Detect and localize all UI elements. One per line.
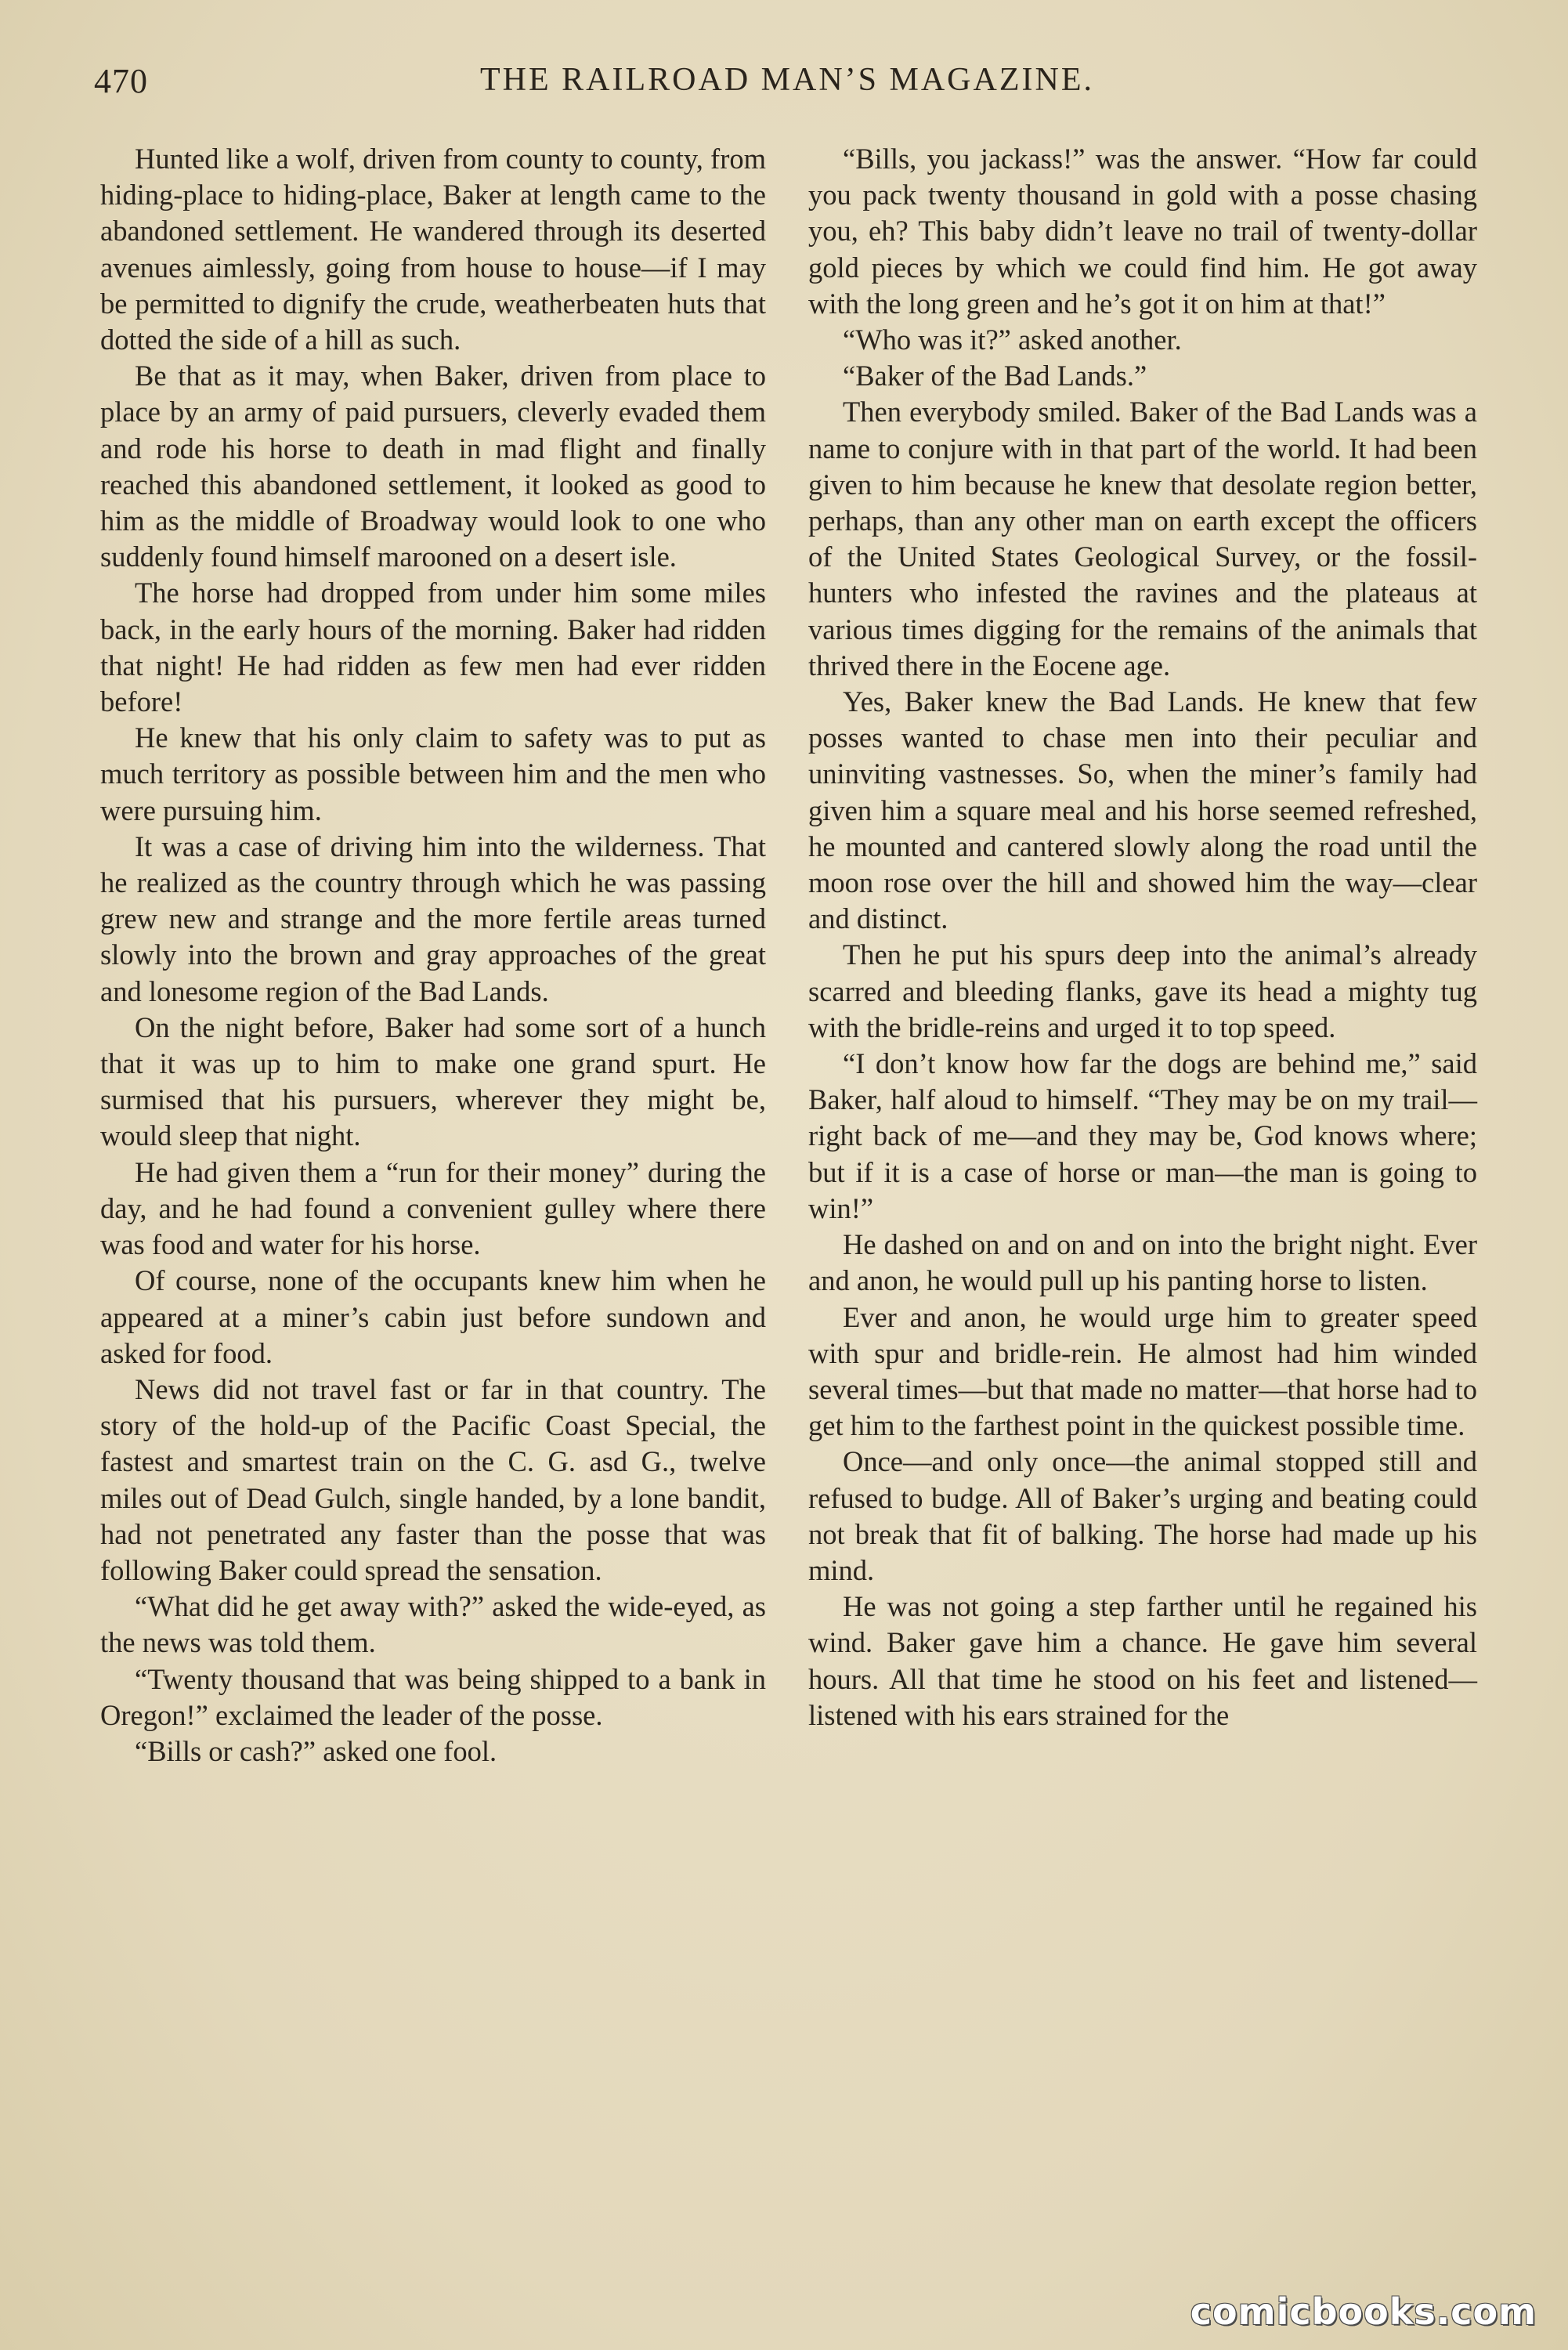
paragraph: “Twenty thousand that was being shipped to a bank in Oregon!” exclaimed the leader of the posse. [100, 1662, 766, 1731]
page-header [94, 61, 1480, 116]
paragraph: “Bills, you jackass!” was the answer. “How far could you pack twenty thousand in gold with a posse chasing you, eh? This baby didn’t leave no trail of twenty-dollar gold pieces by which we could find him. He got away with the long green and he’s got it on him at that!” [808, 143, 1477, 320]
watermark: comicbooks.com [1190, 2290, 1537, 2333]
paragraph: Ever and anon, he would urge him to greater speed with spur and bridle-rein. He almost had him winded several times—but that made no matter—that horse had to get him to the farthest point in the quickest possible time. [808, 1300, 1477, 1442]
paragraph: It was a case of driving him into the wilderness. That he realized as the country through which he was passing grew new and strange and the more fertile areas turned slowly into the brown and gray approaches of the great and lonesome region of the Bad Lands. [100, 830, 766, 1007]
paragraph: On the night before, Baker had some sort of a hunch that it was up to him to make one grand spurt. He surmised that his pursuers, wherever they might be, would sleep that night. [100, 1010, 766, 1152]
right-column [808, 141, 1477, 1734]
paragraph: Yes, Baker knew the Bad Lands. He knew that few posses wanted to chase men into their peculiar and uninviting vastnesses. So, when the miner’s family had given him a square meal and his horse seemed refreshed, he mounted and cantered slowly along the road until the moon rose over the hill and showed him the way—clear and distinct. [808, 685, 1477, 935]
paragraph: “Who was it?” asked another. [843, 324, 1182, 356]
running-title: THE RAILROAD MAN’S MAGAZINE. [480, 62, 1094, 98]
left-column [100, 141, 766, 1770]
paragraph: Of course, none of the occupants knew him when he appeared at a miner’s cabin just before sundown and asked for food. [100, 1264, 766, 1369]
paragraph: He dashed on and on and on into the bright night. Ever and anon, he would pull up his panting horse to listen. [808, 1228, 1477, 1297]
paragraph: He knew that his only claim to safety was to put as much territory as possible between him and the men who were pursuing him. [100, 721, 766, 826]
page-number: 470 [94, 62, 148, 100]
paragraph: “I don’t know how far the dogs are behind me,” said Baker, half aloud to himself. “They may be on my trail—right back of me—and they may be, God knows where; but if it is a case of horse or man—the man is going to win!” [808, 1047, 1477, 1224]
paragraph: “Baker of the Bad Lands.” [843, 360, 1147, 392]
paragraph: He was not going a step farther until he regained his wind. Baker gave him a chance. He gave him several hours. All that time he stood on his feet and listened—listened with his ears strained for the [808, 1590, 1477, 1731]
paragraph: “What did he get away with?” asked the wide-eyed, as the news was told them. [100, 1590, 766, 1659]
paragraph: Be that as it may, when Baker, driven from place to place by an army of paid pursuers, cleverly evaded them and rode his horse to death in mad flight and finally reached this abandoned settlement, it looked as good to him as the middle of Broadway would look to one who suddenly found himself marooned on a desert isle. [100, 360, 766, 573]
paragraph: Hunted like a wolf, driven from county to county, from hiding-place to hiding-place, Baker at length came to the abandoned settlement. He wandered through its deserted avenues aimlessly, going from house to house—if I may be permitted to dignify the crude, weatherbeaten huts that dotted the side of a hill as such. [100, 143, 766, 356]
paragraph: He had given them a “run for their money” during the day, and he had found a convenient gulley where there was food and water for his horse. [100, 1155, 766, 1261]
paragraph: Then everybody smiled. Baker of the Bad Lands was a name to conjure with in that part of the world. It had been given to him because he knew that desolate region better, perhaps, than any other man on earth except the officers of the United States Geological Survey, or the fossil-hunters who infested the ravines and the plateaus at various times digging for the remains of the animals that thrived there in the Eocene age. [808, 396, 1477, 682]
paragraph: News did not travel fast or far in that country. The story of the hold-up of the Pacific Coast Special, the fastest and smartest train on the C. G. asd G., twelve miles out of Dead Gulch, single handed, by a lone bandit, had not penetrated any faster than the posse that was following Baker could spread the sensation. [100, 1372, 766, 1586]
paragraph: Then he put his spurs deep into the animal’s already scarred and bleeding flanks, gave its head a mighty tug with the bridle-reins and urged it to top speed. [808, 938, 1477, 1043]
paragraph: “Bills or cash?” asked one fool. [135, 1734, 497, 1767]
paragraph: The horse had dropped from under him some miles back, in the early hours of the morning. Baker had ridden that night! He had ridden as few men had ever ridden before! [100, 577, 766, 718]
paragraph: Once—and only once—the animal stopped still and refused to budge. All of Baker’s urging and beating could not break that fit of balking. The horse had made up his mind. [808, 1445, 1477, 1586]
